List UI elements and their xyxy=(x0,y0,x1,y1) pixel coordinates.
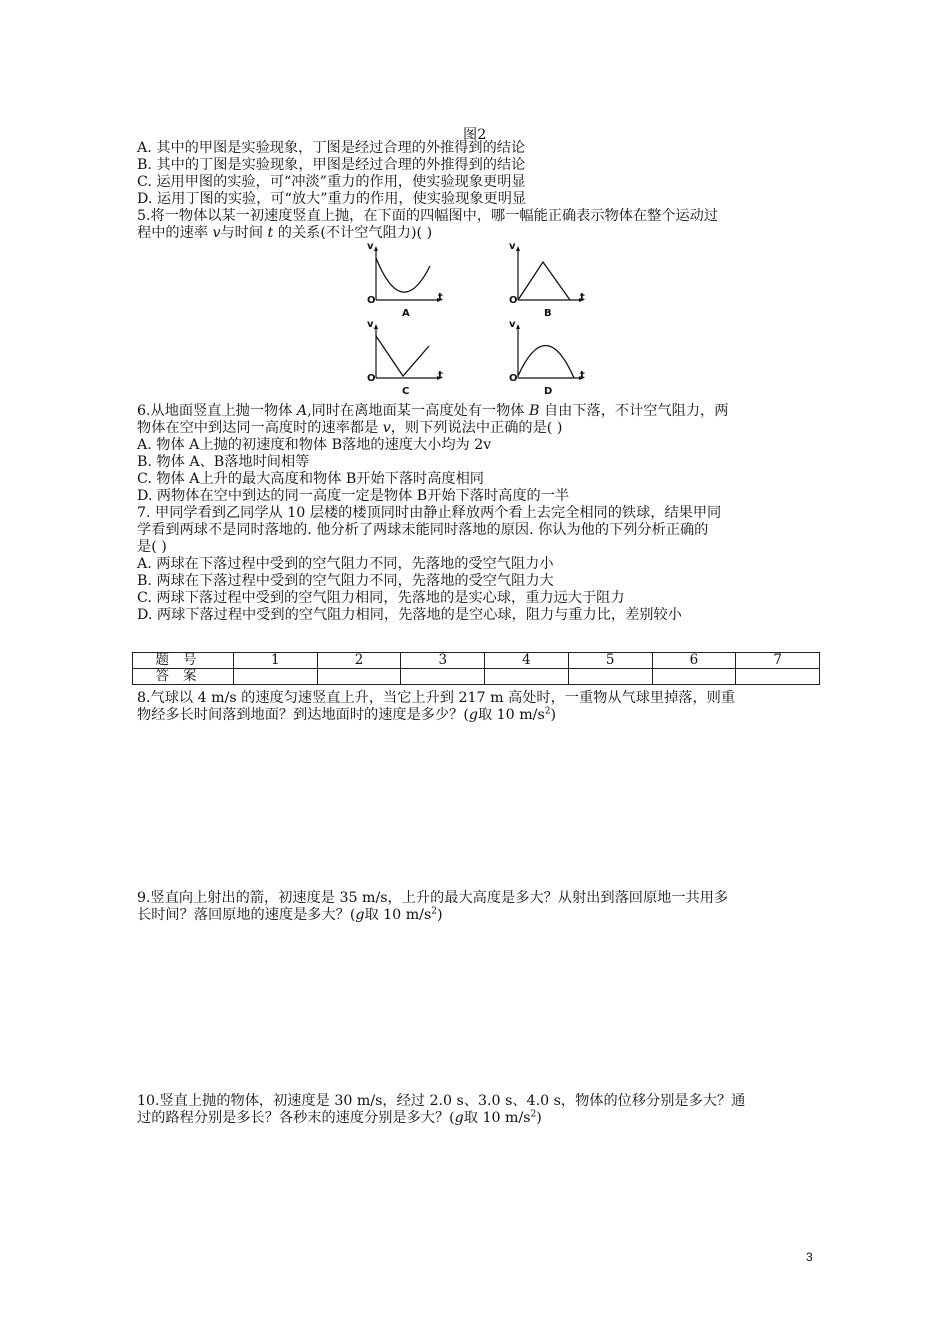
table-row-numbers xyxy=(133,653,820,669)
table-cell-answer[interactable] xyxy=(652,669,736,685)
table-cell-answer[interactable] xyxy=(736,669,820,685)
table-row-answers xyxy=(133,669,820,685)
table-head-answer: 答案 xyxy=(133,669,234,685)
graph-d-t-label: t xyxy=(580,370,585,381)
q10-line-1: 10.竖直上抛的物体，初速度是 30 m/s，经过 2.0 s、3.0 s、4.0 s，物体的位移分别是多大？通 xyxy=(137,1093,746,1109)
q5-line-2: 程中的速率 v与时间 t 的关系(不计空气阻力)( ) xyxy=(137,225,433,241)
q4-option-a: A. 其中的甲图是实验现象，丁图是经过合理的外推得到的结论 xyxy=(137,140,526,156)
table-cell-number: 4 xyxy=(485,653,569,669)
graph-a-origin-label: O xyxy=(367,295,376,306)
graph-d-origin-label: O xyxy=(509,373,518,384)
table-cell-number: 7 xyxy=(736,653,820,669)
table-cell-number: 3 xyxy=(401,653,485,669)
graph-a-t-label: t xyxy=(438,292,443,303)
q10-line-2: 过的路程分别是多长？各秒末的速度分别是多大？(g取 10 $m/s^2$) xyxy=(137,1109,542,1126)
graph-d-v-label: v xyxy=(509,319,516,330)
answer-table xyxy=(132,652,820,685)
q9-line-2: 长时间？落回原地的速度是多大？(g取 10 $m/s^2$) xyxy=(137,906,443,923)
q6-option-b: B. 物体 A、B落地时间相等 xyxy=(137,454,310,470)
graph-a-v-label: v xyxy=(367,241,374,252)
graph-c-v-label: v xyxy=(367,319,374,330)
table-cell-answer[interactable] xyxy=(234,669,318,685)
table-cell-answer[interactable] xyxy=(317,669,401,685)
table-cell-number: 6 xyxy=(652,653,736,669)
graph-a-caption: A xyxy=(402,308,410,319)
table-cell-number: 2 xyxy=(317,653,401,669)
q9-line-1: 9.竖直向上射出的箭，初速度是 35 m/s，上升的最大高度是多大？从射出到落回原地一共用多 xyxy=(137,890,729,906)
graph-b-caption: B xyxy=(544,308,552,319)
graph-b-t-label: t xyxy=(580,292,585,303)
q6-option-a: A. 物体 A上抛的初速度和物体 B落地的速度大小均为 2v xyxy=(137,437,492,453)
q6-option-c: C. 物体 A上升的最大高度和物体 B开始下落时高度相同 xyxy=(137,471,484,487)
graph-c-t-label: t xyxy=(438,370,443,381)
graph-b-origin-label: O xyxy=(509,295,518,306)
table-cell-answer[interactable] xyxy=(401,669,485,685)
q6-line-1: 6.从地面竖直上抛一物体 A,同时在离地面某一高度处有一物体 B 自由下落，不计空气阻力，两 xyxy=(137,403,729,419)
q4-option-b: B. 其中的丁图是实验现象，甲图是经过合理的外推得到的结论 xyxy=(137,157,526,173)
page-number: 3 xyxy=(806,1250,813,1264)
graph-c xyxy=(366,319,450,386)
table-cell-answer[interactable] xyxy=(485,669,569,685)
graph-b-v-label: v xyxy=(509,241,516,252)
q4-option-c: C. 运用甲图的实验，可“冲淡”重力的作用，使实验现象更明显 xyxy=(137,174,526,190)
q8-line-1: 8.气球以 4 m/s 的速度匀速竖直上升，当它上升到 217 m 高处时，一重物从气球里掉落，则重 xyxy=(137,690,736,706)
q7-line-2: 学看到两球不是同时落地的. 他分析了两球未能同时落地的原因. 你认为他的下列分析正确的 xyxy=(137,522,709,538)
q7-line-3: 是( ) xyxy=(137,539,167,555)
q5-line-1: 5.将一物体以某一初速度竖直上抛，在下面的四幅图中，哪一幅能正确表示物体在整个运动过 xyxy=(137,208,719,224)
q8-line-2: 物经多长时间落到地面？到达地面时的速度是多少？(g取 10 $m/s^2$) xyxy=(137,706,557,723)
graph-c-caption: C xyxy=(402,386,410,397)
q7-option-a: A. 两球在下落过程中受到的空气阻力不同，先落地的受空气阻力小 xyxy=(137,556,554,572)
graph-a xyxy=(366,241,450,308)
q7-line-1: 7. 甲同学看到乙同学从 10 层楼的楼顶同时由静止释放两个看上去完全相同的铁球，结果甲同 xyxy=(137,505,722,521)
table-cell-answer[interactable] xyxy=(568,669,652,685)
q6-line-2: 物体在空中到达同一高度时的速率都是 v，则下列说法中正确的是( ) xyxy=(137,420,563,436)
q7-option-d: D. 两球下落过程中受到的空气阻力相同，先落地的是空心球，阻力与重力比，差别较小 xyxy=(137,607,682,623)
graph-d-caption: D xyxy=(544,386,553,397)
table-cell-number: 5 xyxy=(568,653,652,669)
figure-caption: 图2 xyxy=(463,127,487,143)
q7-option-b: B. 两球在下落过程中受到的空气阻力不同，先落地的受空气阻力大 xyxy=(137,573,554,589)
q7-option-c: C. 两球下落过程中受到的空气阻力相同，先落地的是实心球，重力远大于阻力 xyxy=(137,590,625,606)
graph-c-origin-label: O xyxy=(367,373,376,384)
q6-option-d: D. 两物体在空中到达的同一高度一定是物体 B开始下落时高度的一半 xyxy=(137,488,570,504)
graph-b xyxy=(508,241,592,308)
graph-d xyxy=(508,319,592,386)
table-head-question: 题号 xyxy=(133,653,234,669)
table-cell-number: 1 xyxy=(234,653,318,669)
q4-option-d: D. 运用丁图的实验，可“放大”重力的作用，使实验现象更明显 xyxy=(137,191,527,207)
